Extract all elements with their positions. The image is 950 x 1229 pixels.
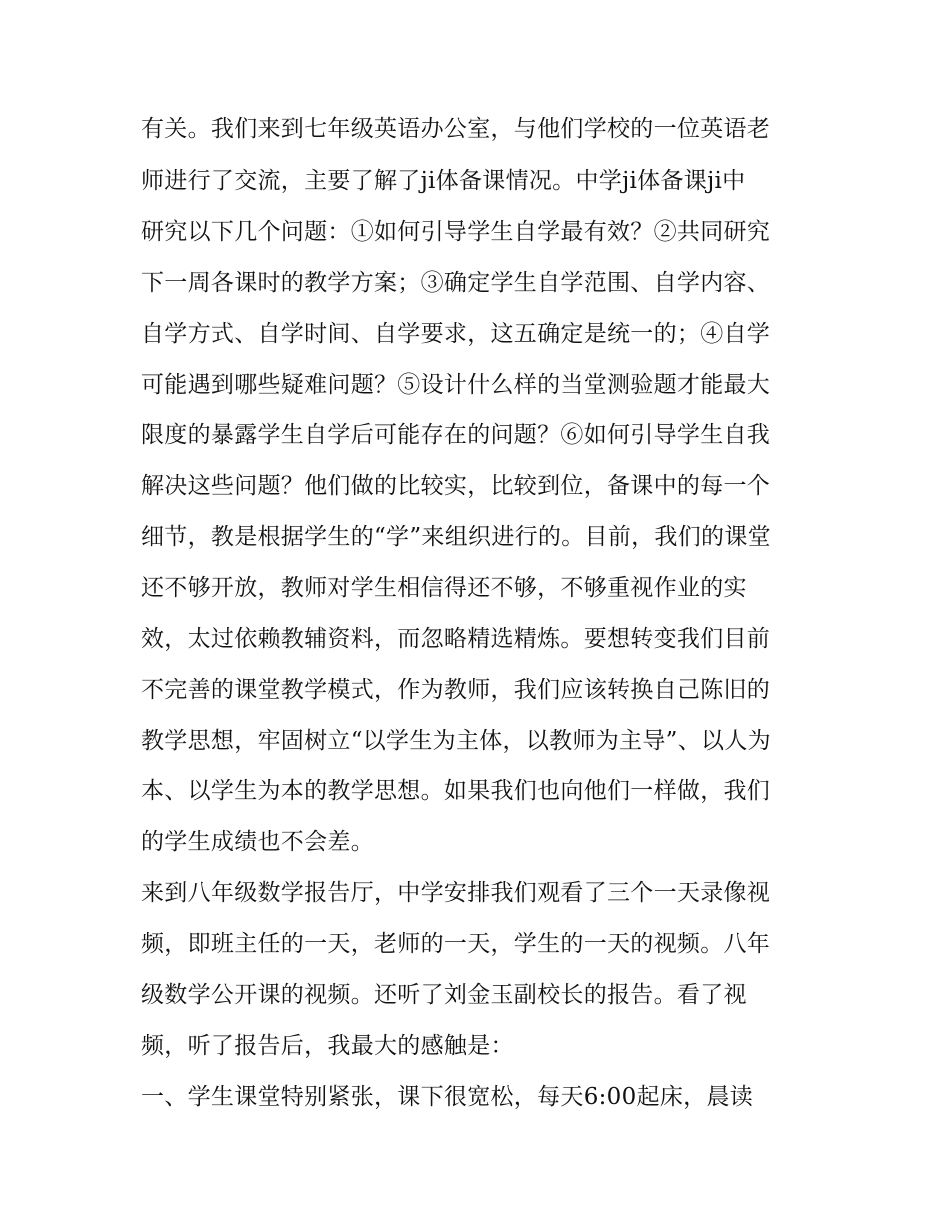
text-line-1: 有关。我们来到七年级英语办公室，与他们学校的一位英语老	[141, 116, 771, 142]
text-line-14: 本、以学生为本的教学思想。如果我们也向他们一样做，我们	[141, 778, 771, 804]
text-line-13: 教学思想，牢固树立“以学生为主体，以教师为主导”、以人为	[141, 728, 771, 754]
text-line-20: 一、学生课堂特别紧张，课下很宽松，每天6:00起床，晨读	[141, 1084, 754, 1110]
text-line-7: 限度的暴露学生自学后可能存在的问题？⑥如何引导学生自我	[141, 422, 771, 448]
text-line-12: 不完善的课堂教学模式，作为教师，我们应该转换自己陈旧的	[141, 677, 771, 703]
text-line-3: 研究以下几个问题：①如何引导学生自学最有效？②共同研究	[141, 219, 771, 245]
text-line-15: 的学生成绩也不会差。	[141, 829, 374, 855]
text-line-19: 频，听了报告后，我最大的感触是：	[141, 1033, 514, 1059]
text-line-16: 来到八年级数学报告厅，中学安排我们观看了三个一天录像视	[141, 880, 771, 906]
text-line-6: 可能遇到哪些疑难问题？⑤设计什么样的当堂测验题才能最大	[141, 372, 771, 398]
text-line-18: 级数学公开课的视频。还听了刘金玉副校长的报告。看了视	[141, 982, 747, 1008]
text-line-8: 解决这些问题？他们做的比较实，比较到位，备课中的每一个	[141, 473, 771, 499]
text-line-2: 师进行了交流，主要了解了ji体备课情况。中学ji体备课ji中	[141, 168, 746, 194]
text-line-4: 下一周各课时的教学方案；③确定学生自学范围、自学内容、	[141, 270, 771, 296]
text-line-10: 还不够开放，教师对学生相信得还不够，不够重视作业的实	[141, 575, 747, 601]
text-line-9: 细节，教是根据学生的“学”来组织进行的。目前，我们的课堂	[141, 524, 771, 550]
text-line-11: 效，太过依赖教辅资料，而忽略精选精炼。要想转变我们目前	[141, 626, 771, 652]
text-line-5: 自学方式、自学时间、自学要求，这五确定是统一的；④自学	[141, 321, 771, 347]
text-line-17: 频，即班主任的一天，老师的一天，学生的一天的视频。八年	[141, 931, 771, 957]
